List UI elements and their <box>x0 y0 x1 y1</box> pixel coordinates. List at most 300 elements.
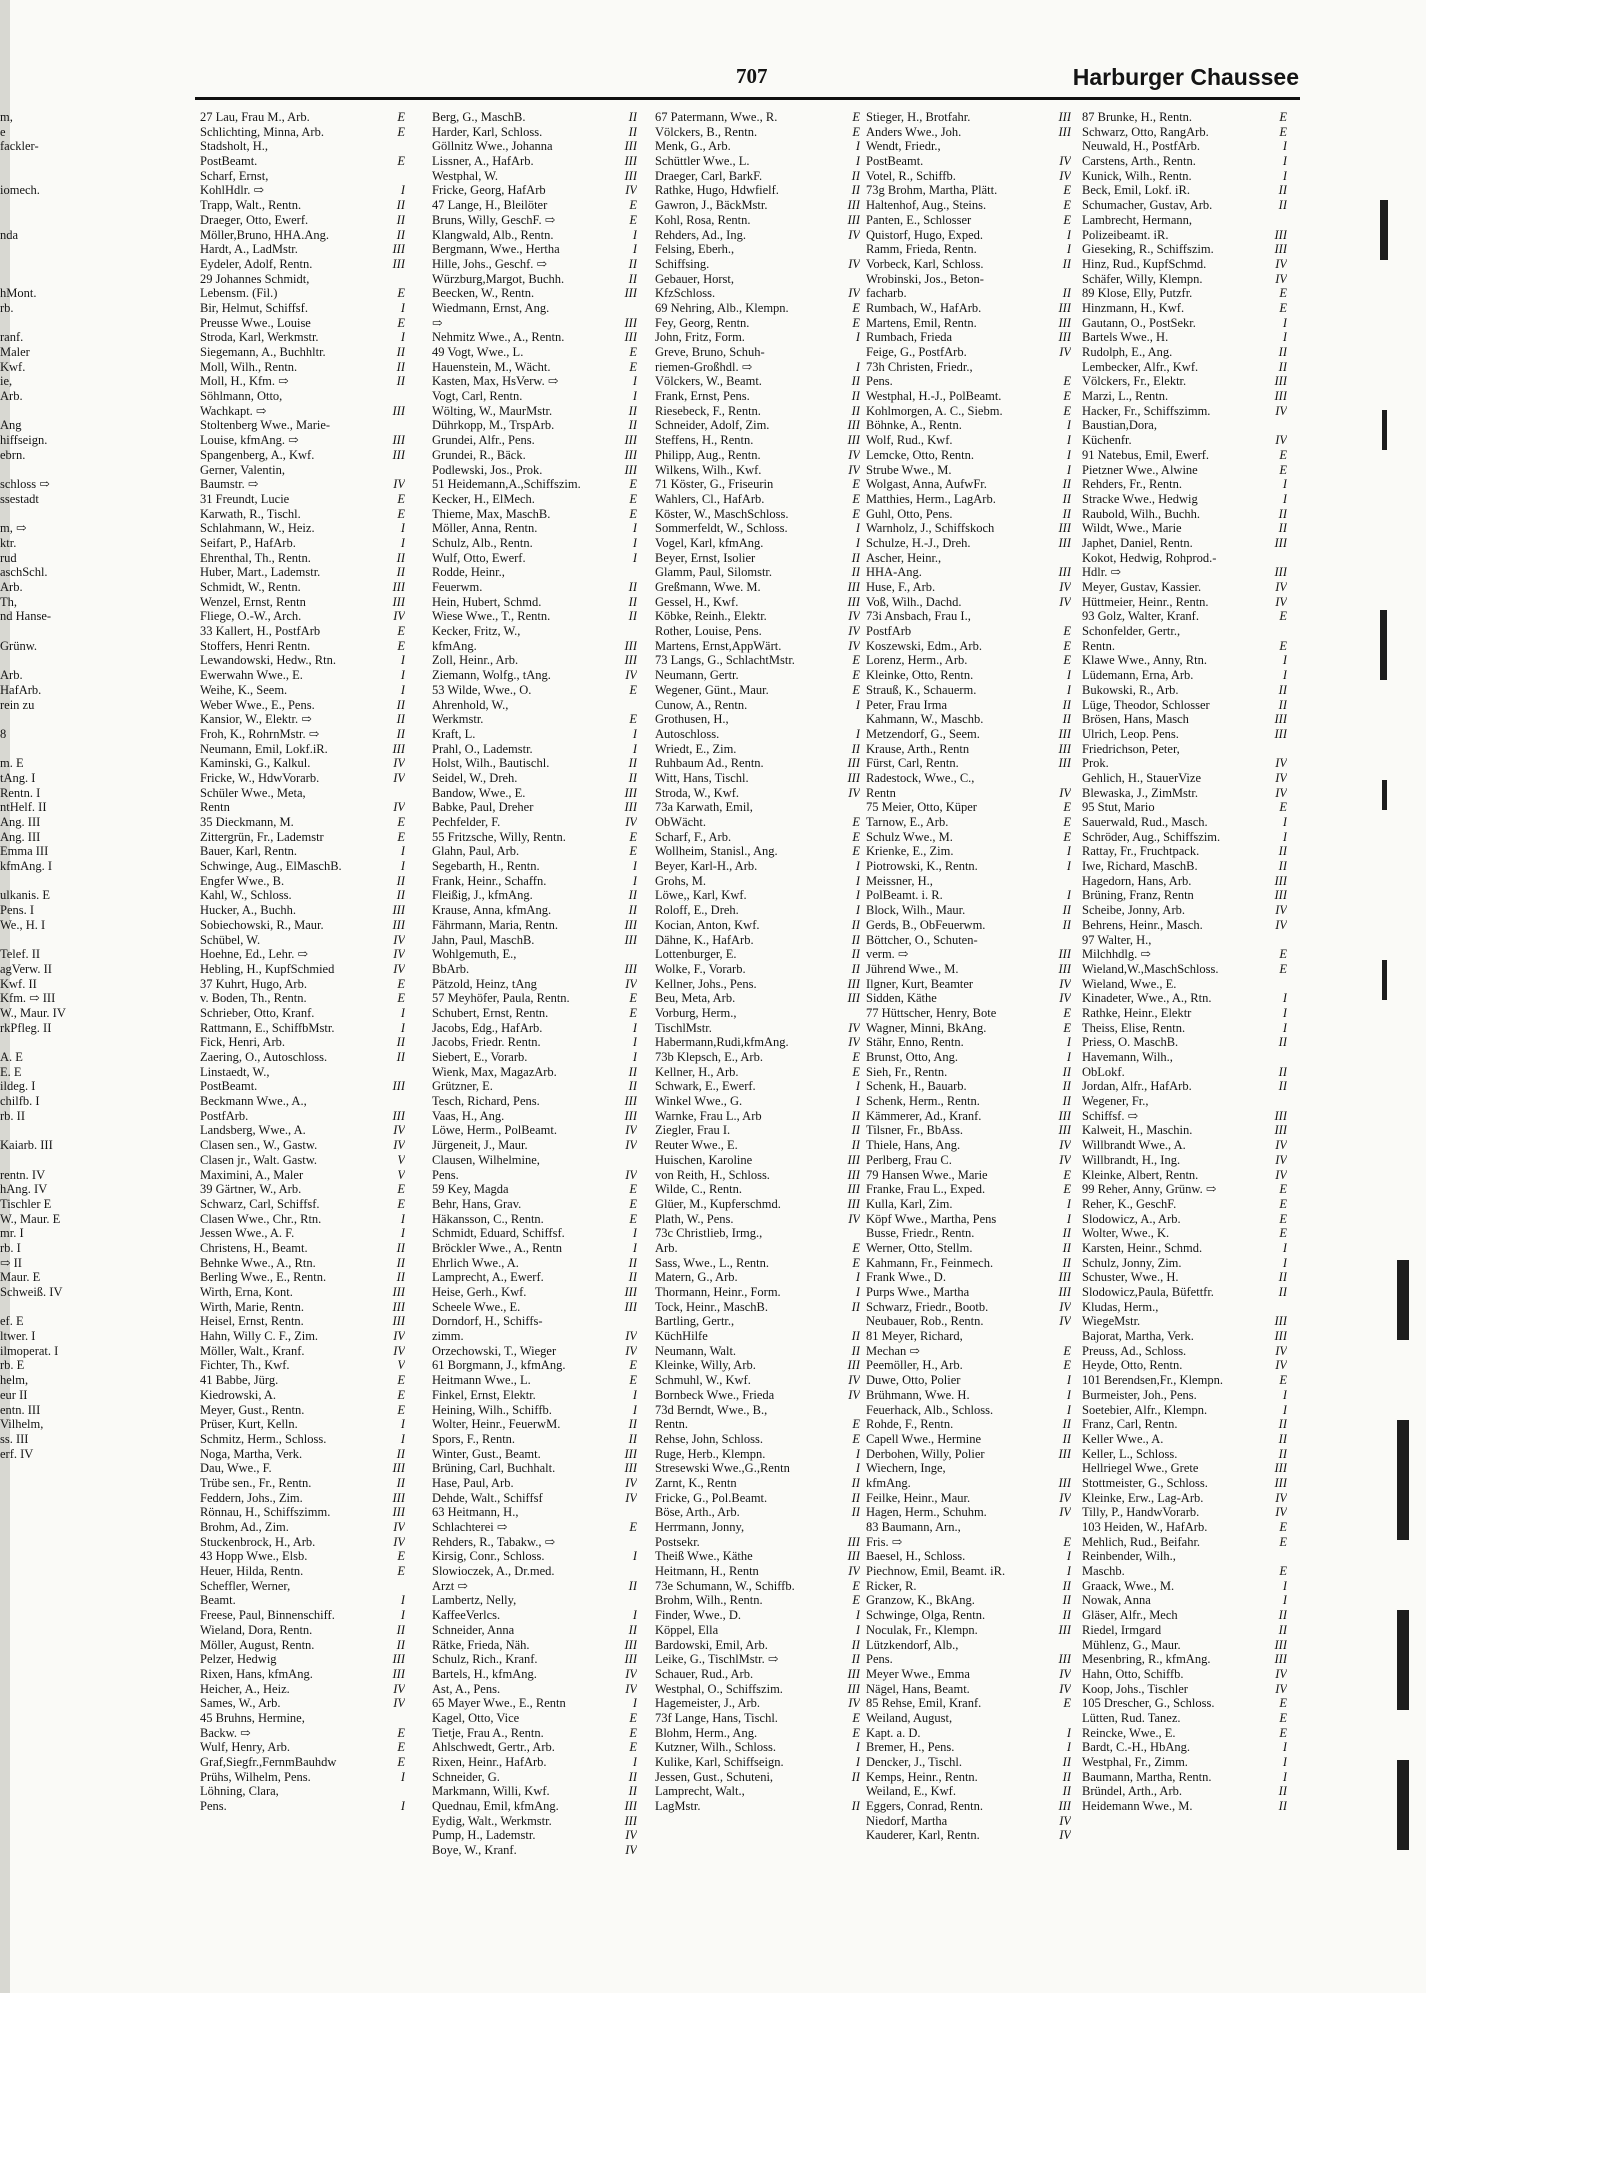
entry-text: Orzechowski, T., Wieger <box>432 1343 557 1358</box>
floor-marker: E <box>629 1520 637 1534</box>
directory-entry-line <box>655 1050 860 1065</box>
directory-entry-line <box>200 286 405 301</box>
directory-entry-line <box>655 1447 860 1462</box>
entry-text: Wahlers, Cl., HafArb. <box>655 491 765 506</box>
entry-text: facharb. <box>866 286 907 301</box>
entry-text: Ahrenhold, W., <box>432 697 509 712</box>
directory-entry-line <box>432 595 637 610</box>
entry-text: Baesel, H., Schloss. <box>866 1549 966 1564</box>
fragment-line <box>0 624 90 639</box>
directory-entry-line <box>200 1373 405 1388</box>
directory-entry-line <box>655 698 860 713</box>
directory-entry-line <box>200 1799 405 1814</box>
entry-text: 65 Mayer Wwe., E., Rentn <box>432 1696 566 1711</box>
floor-marker: II <box>628 110 637 124</box>
floor-marker: III <box>392 433 405 448</box>
entry-text: Priess, O. MaschB. <box>1082 1035 1179 1050</box>
directory-entry-line <box>432 1403 637 1418</box>
entry-text: Piechnow, Emil, Beamt. iR. <box>866 1564 1006 1579</box>
floor-marker: IV <box>625 1828 637 1843</box>
entry-text: Ruhbaum Ad., Rentn. <box>655 756 764 771</box>
floor-marker: III <box>1274 565 1287 580</box>
floor-marker: IV <box>1059 1813 1071 1828</box>
directory-entry-line <box>432 609 637 624</box>
floor-marker: II <box>1062 712 1071 727</box>
right-edge-print-marks <box>1252 0 1426 1993</box>
floor-marker: E <box>852 506 860 521</box>
entry-text: Bajorat, Martha, Verk. <box>1082 1329 1194 1344</box>
entry-text: Noculak, Fr., Klempn. <box>866 1622 978 1637</box>
entry-text: Koop, Johs., Tischler <box>1082 1681 1188 1696</box>
directory-entry-line <box>655 316 860 331</box>
directory-entry-line <box>432 477 637 492</box>
directory-entry-line <box>866 1828 1071 1843</box>
entry-text: 93 Golz, Walter, Kranf. <box>1082 609 1199 624</box>
directory-entry-line <box>432 213 637 228</box>
directory-entry-line <box>200 389 405 404</box>
floor-marker: I <box>1282 668 1287 683</box>
entry-text: 73g Brohm, Martha, Plätt. <box>866 183 998 198</box>
fragment-line: ranf. <box>0 330 24 345</box>
floor-marker: IV <box>1059 1828 1071 1843</box>
entry-text: Kohlmorgen, A. C., Siebm. <box>866 403 1003 418</box>
fragment-line: rb. <box>0 300 14 315</box>
floor-marker: E <box>1279 1520 1287 1534</box>
entry-text: Thieme, Max, MaschB. <box>432 506 551 521</box>
directory-entry-line <box>655 1476 860 1491</box>
floor-marker: E <box>852 1725 860 1740</box>
directory-entry-line <box>655 859 860 874</box>
entry-text: Podlewski, Jos., Prok. <box>432 462 543 477</box>
directory-entry-line <box>432 1432 637 1447</box>
entry-text: kfmAng. <box>432 638 477 653</box>
floor-marker: E <box>852 1710 860 1725</box>
entry-text: Stieger, H., Brotfahr. <box>866 110 971 124</box>
directory-entry-line <box>655 1197 860 1212</box>
directory-entry-line <box>655 756 860 771</box>
entry-text: Huber, Mart., Lademstr. <box>200 565 321 580</box>
entry-text: Winter, Gust., Beamt. <box>432 1446 541 1461</box>
directory-entry-line <box>200 1564 405 1579</box>
directory-entry-line <box>200 888 405 903</box>
directory-entry-line <box>866 1696 1071 1711</box>
directory-entry-line <box>432 1564 637 1579</box>
directory-entry-line <box>866 962 1071 977</box>
directory-entry-line <box>655 1109 860 1124</box>
entry-text: 73a Karwath, Emil, <box>655 800 753 815</box>
entry-text: Wohlgemuth, E., <box>432 947 517 962</box>
floor-marker: E <box>852 653 860 668</box>
directory-entry-line <box>655 844 860 859</box>
entry-text: Ramm, Frieda, Rentn. <box>866 242 977 257</box>
entry-text: Lorenz, Herm., Arb. <box>866 653 968 668</box>
floor-marker: IV <box>393 756 405 771</box>
directory-entry-line <box>866 1814 1071 1829</box>
fragment-line: ebrn. <box>0 447 26 462</box>
directory-entry-line <box>655 1403 860 1418</box>
floor-marker: E <box>629 682 637 697</box>
floor-marker: III <box>624 1637 637 1652</box>
directory-entry-line <box>432 1726 637 1741</box>
entry-text: Rudolph, E., Ang. <box>1082 345 1173 359</box>
entry-text: Eydig, Walt., Werkmstr. <box>432 1813 552 1828</box>
floor-marker: IV <box>1059 976 1071 991</box>
directory-entry-line <box>432 1138 637 1153</box>
fragment-line: Kwf. <box>0 359 26 374</box>
entry-text: Feilke, Heinr., Maur. <box>866 1490 971 1505</box>
directory-entry-line <box>432 1476 637 1491</box>
directory-entry-line <box>432 183 637 198</box>
entry-text: Klangwald, Alb., Rentn. <box>432 227 554 242</box>
floor-marker: E <box>397 829 405 844</box>
directory-entry-line <box>200 1608 405 1623</box>
floor-marker: III <box>1058 1652 1071 1667</box>
entry-text: Heicher, A., Heiz. <box>200 1681 290 1696</box>
floor-marker: II <box>1062 1769 1071 1784</box>
floor-marker: I <box>855 1461 860 1476</box>
entry-text: Kellner, H., Arb. <box>655 1064 739 1079</box>
fragment-line: e <box>0 124 6 139</box>
directory-entry-line <box>866 228 1071 243</box>
floor-marker <box>1069 609 1071 624</box>
directory-entry-line <box>655 1153 860 1168</box>
directory-entry-line <box>655 228 860 243</box>
floor-marker: II <box>396 712 405 727</box>
floor-marker: I <box>400 1226 405 1241</box>
entry-text: Wiechern, Inge, <box>866 1461 946 1476</box>
entry-text: Dührkopp, M., TrspArb. <box>432 418 555 433</box>
floor-marker: III <box>1274 1329 1287 1344</box>
entry-text: Würzburg,Margot, Buchh. <box>432 271 565 286</box>
entry-text: Kraft, L. <box>432 726 476 741</box>
directory-entry-line <box>200 1476 405 1491</box>
entry-text: 57 Meyhöfer, Paula, Rentn. <box>432 991 570 1006</box>
floor-marker: II <box>628 594 637 609</box>
entry-text: Lebensm. (Fil.) <box>200 286 278 301</box>
entry-text: Krause, Arth., Rentn <box>866 741 970 756</box>
floor-marker: II <box>628 888 637 903</box>
directory-entry-line <box>866 463 1071 478</box>
entry-text: Perlberg, Frau C. <box>866 1152 952 1167</box>
entry-text: 67 Patermann, Wwe., R. <box>655 110 778 124</box>
floor-marker: IV <box>1275 785 1287 800</box>
floor-marker: IV <box>1275 403 1287 418</box>
entry-text: Warnke, Frau L., Arb <box>655 1108 762 1123</box>
floor-marker <box>1069 272 1071 287</box>
directory-entry-line <box>866 1123 1071 1138</box>
floor-marker <box>1069 771 1071 786</box>
directory-entry-line <box>200 198 405 213</box>
entry-text: Stroda, Karl, Werkmstr. <box>200 330 319 345</box>
directory-entry-line <box>655 991 860 1006</box>
floor-marker: E <box>1063 389 1071 404</box>
floor-marker: E <box>1063 1358 1071 1373</box>
floor-marker: E <box>1063 1020 1071 1035</box>
entry-text: 83 Baumann, Arn., <box>866 1520 961 1534</box>
floor-marker: III <box>847 1534 860 1549</box>
floor-marker: III <box>847 433 860 448</box>
floor-marker: II <box>628 1622 637 1637</box>
entry-text: Beu, Meta, Arb. <box>655 991 736 1006</box>
floor-marker: E <box>1063 653 1071 668</box>
entry-text: Wirth, Erna, Kont. <box>200 1285 293 1299</box>
entry-text: Kokot, Hedwig, Rohprod.- <box>1082 550 1217 565</box>
floor-marker <box>403 463 405 478</box>
directory-entry-line <box>200 316 405 331</box>
entry-text: Jacobs, Friedr. Rentn. <box>432 1035 541 1050</box>
floor-marker: II <box>851 1138 860 1153</box>
floor-marker: IV <box>1059 345 1071 359</box>
floor-marker: E <box>397 506 405 521</box>
floor-marker: IV <box>848 227 860 242</box>
directory-entry-line <box>432 1300 637 1315</box>
entry-text: Fürst, Carl, Rentn. <box>866 756 959 771</box>
entry-text: Westphal, O., Schiffszim. <box>655 1681 783 1696</box>
directory-entry-line <box>432 1256 637 1271</box>
directory-entry-line <box>655 477 860 492</box>
entry-text: Schwarz, Carl, Schiffsf. <box>200 1196 320 1211</box>
floor-marker: III <box>624 932 637 947</box>
floor-marker: E <box>1063 198 1071 213</box>
entry-text: Beecken, W., Rentn. <box>432 286 535 301</box>
directory-entry-line <box>655 360 860 375</box>
floor-marker: I <box>1066 433 1071 448</box>
floor-marker: II <box>1278 506 1287 521</box>
fragment-line <box>0 933 90 948</box>
entry-text: Mesenbring, R., kfmAng. <box>1082 1652 1211 1667</box>
directory-entry-line <box>866 1050 1071 1065</box>
directory-entry-line <box>866 639 1071 654</box>
floor-marker: E <box>397 1182 405 1197</box>
fragment-line <box>0 507 90 522</box>
directory-entry-line <box>200 257 405 272</box>
floor-marker: III <box>1274 374 1287 389</box>
floor-marker: II <box>1278 1608 1287 1623</box>
directory-entry-line <box>200 1050 405 1065</box>
entry-text: Möller, Anna, Rentn. <box>432 521 538 536</box>
entry-text: Lütten, Rud. Tanez. <box>1082 1710 1181 1725</box>
fragment-line: Ang <box>0 418 22 433</box>
floor-marker: E <box>397 638 405 653</box>
floor-marker: II <box>1278 697 1287 712</box>
directory-entry-line <box>432 125 637 140</box>
directory-entry-line <box>432 551 637 566</box>
directory-entry-line <box>200 653 405 668</box>
entry-text: Linstaedt, W., <box>200 1064 270 1079</box>
floor-marker: II <box>1278 345 1287 359</box>
entry-text: Klawe Wwe., Anny, Rtn. <box>1082 653 1207 668</box>
floor-marker: I <box>1066 447 1071 462</box>
directory-entry-line <box>200 169 405 184</box>
directory-entry-line <box>866 1726 1071 1741</box>
directory-entry-line <box>655 903 860 918</box>
directory-entry-line <box>866 830 1071 845</box>
directory-entry-line <box>432 888 637 903</box>
floor-marker: IV <box>1059 1299 1071 1314</box>
entry-text: Meyer Wwe., Emma <box>866 1666 970 1681</box>
floor-marker: II <box>628 770 637 785</box>
floor-marker: I <box>1066 859 1071 874</box>
floor-marker: I <box>1066 1387 1071 1402</box>
directory-entry-line <box>866 1770 1071 1785</box>
directory-entry-line <box>866 1358 1071 1373</box>
directory-entry-line <box>866 404 1071 419</box>
floor-marker: III <box>624 1094 637 1109</box>
directory-entry-line <box>655 1123 860 1138</box>
floor-marker: E <box>1279 800 1287 815</box>
entry-text: Sames, W., Arb. <box>200 1696 281 1711</box>
floor-marker: IV <box>625 1681 637 1696</box>
fragment-line: Rentn. I <box>0 785 41 800</box>
floor-marker: E <box>1279 286 1287 301</box>
fragment-line: Arb. <box>0 580 23 594</box>
entry-text: 51 Heidemann,A.,Schiffszim. <box>432 477 581 492</box>
fragment-line <box>0 198 90 213</box>
directory-entry-line <box>432 668 637 683</box>
entry-text: Dorndorf, H., Schiffs- <box>432 1314 543 1329</box>
floor-marker: I <box>632 1020 637 1035</box>
entry-text: zimm. <box>432 1329 464 1344</box>
floor-marker: I <box>1066 1211 1071 1226</box>
directory-entry-line <box>866 1652 1071 1667</box>
entry-text: Nowak, Anna <box>1082 1593 1151 1608</box>
floor-marker <box>403 1065 405 1080</box>
entry-text: PostBeamt. <box>200 154 258 169</box>
floor-marker: III <box>1058 521 1071 536</box>
floor-marker <box>858 1314 860 1329</box>
floor-marker: II <box>851 1799 860 1814</box>
entry-text: Pens. <box>200 1799 227 1814</box>
directory-entry-line <box>200 1212 405 1227</box>
floor-marker: III <box>1058 726 1071 741</box>
directory-entry-line <box>432 859 637 874</box>
directory-entry-line <box>655 712 860 727</box>
directory-entry-line <box>432 874 637 889</box>
floor-marker: IV <box>1059 1666 1071 1681</box>
directory-entry-line <box>200 624 405 639</box>
directory-entry-line <box>200 448 405 463</box>
directory-entry-line <box>200 1079 405 1094</box>
directory-entry-line <box>432 1285 637 1300</box>
entry-text: Stoltenberg Wwe., Marie- <box>200 418 331 433</box>
entry-text: Quistorf, Hugo, Exped. <box>866 227 983 242</box>
floor-marker: III <box>624 433 637 448</box>
fragment-line <box>0 154 90 169</box>
entry-text: Heitmann, H., Rentn <box>655 1564 759 1579</box>
floor-marker: II <box>1062 1094 1071 1109</box>
floor-marker: I <box>855 330 860 345</box>
floor-marker: IV <box>1275 770 1287 785</box>
fragment-line: m, <box>0 110 13 124</box>
entry-text: Feuerhack, Alb., Schloss. <box>866 1402 994 1417</box>
entry-text: 103 Heiden, W., HafArb. <box>1082 1520 1208 1534</box>
directory-entry-line <box>432 1491 637 1506</box>
directory-entry-line <box>866 125 1071 140</box>
entry-text: Wenzel, Ernst, Rentn <box>200 594 306 609</box>
entry-text: Strauß, K., Schauerm. <box>866 682 977 697</box>
directory-entry-line <box>200 859 405 874</box>
floor-marker: II <box>851 1123 860 1138</box>
floor-marker: II <box>396 1622 405 1637</box>
directory-entry-line <box>866 1638 1071 1653</box>
directory-entry-line <box>655 213 860 228</box>
entry-text: Gawron, J., BäckMstr. <box>655 198 768 213</box>
directory-entry-line <box>432 242 637 257</box>
floor-marker: E <box>629 198 637 213</box>
entry-text: Schwarz, Friedr., Bootb. <box>866 1299 989 1314</box>
entry-text: Heuer, Hilda, Rentn. <box>200 1564 304 1579</box>
floor-marker: I <box>1282 1402 1287 1417</box>
floor-marker: III <box>1274 888 1287 903</box>
directory-entry-line <box>200 228 405 243</box>
fragment-line <box>0 272 90 287</box>
entry-text: Mühlenz, G., Maur. <box>1082 1637 1181 1652</box>
floor-marker: E <box>1279 1182 1287 1197</box>
floor-marker: IV <box>1059 1681 1071 1696</box>
floor-marker: II <box>851 1652 860 1667</box>
directory-entry-line <box>866 536 1071 551</box>
floor-marker: I <box>1282 477 1287 492</box>
directory-entry-line <box>200 1123 405 1138</box>
entry-text: Hagedorn, Hans, Arb. <box>1082 873 1192 888</box>
directory-entry-line <box>655 154 860 169</box>
floor-marker: III <box>1058 756 1071 771</box>
fragment-line: 8 <box>0 726 7 741</box>
floor-marker: III <box>847 1196 860 1211</box>
floor-marker <box>635 1535 637 1550</box>
floor-marker: I <box>1066 1402 1071 1417</box>
entry-text: Finder, Wwe., D. <box>655 1608 742 1623</box>
entry-text: Gläser, Alfr., Mech <box>1082 1608 1178 1623</box>
fragment-line: ssestadt <box>0 491 39 506</box>
directory-entry-line <box>655 1770 860 1785</box>
entry-text: Herrmann, Jonny, <box>655 1520 745 1534</box>
directory-entry-line <box>655 800 860 815</box>
directory-entry-line <box>200 463 405 478</box>
directory-entry-line <box>432 1638 637 1653</box>
floor-marker: V <box>397 1167 405 1182</box>
street-heading: Harburger Chaussee <box>1072 64 1299 90</box>
directory-entry-line <box>655 169 860 184</box>
directory-entry-line <box>432 198 637 213</box>
floor-marker: E <box>852 1240 860 1255</box>
floor-marker: II <box>396 359 405 374</box>
entry-text: Wildt, Wwe., Marie <box>1082 521 1182 536</box>
entry-text: Winkel Wwe., G. <box>655 1094 743 1109</box>
entry-text: Wilde, C., Rentn. <box>655 1182 742 1197</box>
floor-marker: I <box>632 1240 637 1255</box>
floor-marker: II <box>1278 1784 1287 1799</box>
fragment-line: Ang. III <box>0 815 41 829</box>
floor-marker: II <box>628 903 637 918</box>
floor-marker: III <box>624 638 637 653</box>
directory-entry-line <box>200 830 405 845</box>
directory-entry-line <box>655 947 860 962</box>
entry-text: Peemöller, H., Arb. <box>866 1358 963 1373</box>
entry-text: Rother, Louise, Pens. <box>655 624 762 639</box>
entry-text: Schulz Wwe., M. <box>866 829 953 844</box>
floor-marker: IV <box>848 256 860 271</box>
fragment-line: ilmoperat. I <box>0 1343 59 1358</box>
directory-entry-line <box>200 727 405 742</box>
fragment-line: helm, <box>0 1373 29 1388</box>
entry-text: Gessel, H., Kwf. <box>655 594 739 609</box>
floor-marker: II <box>1278 1035 1287 1050</box>
floor-marker: IV <box>1275 1681 1287 1696</box>
fragment-line: W., Maur. E <box>0 1211 61 1226</box>
entry-text: Pietzner Wwe., Alwine <box>1082 462 1198 477</box>
entry-text: Habermann,Rudi,kfmAng. <box>655 1035 789 1050</box>
